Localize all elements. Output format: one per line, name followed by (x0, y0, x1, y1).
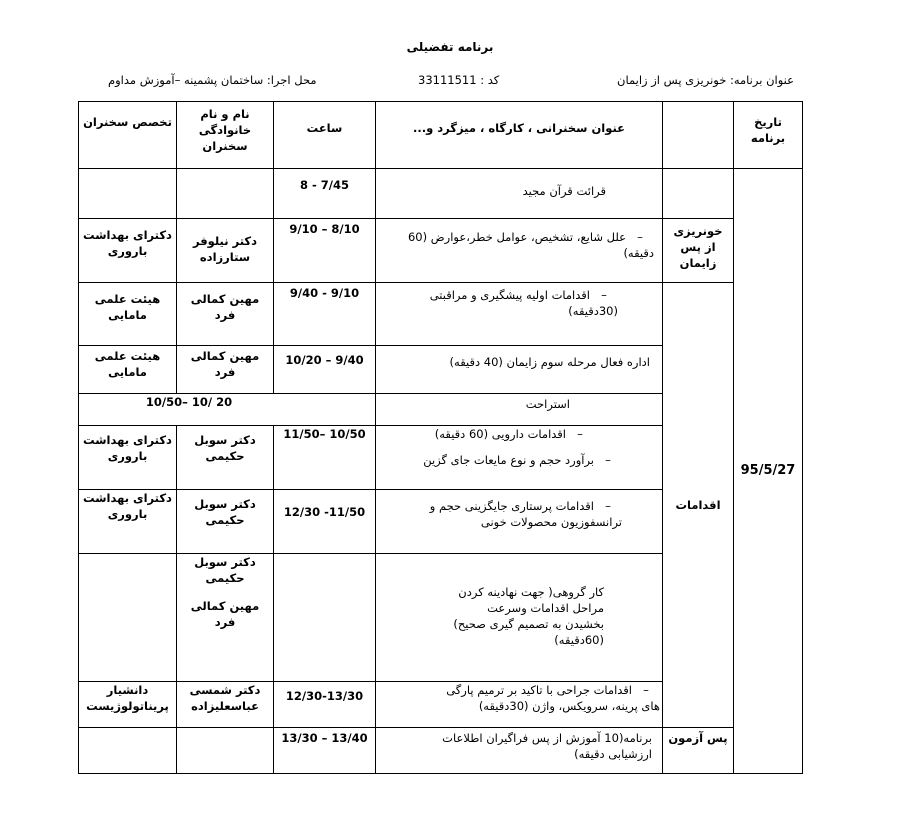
topic-item: –اقدامات اولیه پیشگیری و مراقبتی (30دقیقه) (429, 288, 618, 318)
session-topic (376, 219, 663, 283)
session-topic (376, 554, 663, 682)
session-time: 8 - 7/45 (274, 169, 376, 219)
session-time: 10/20 – 9/40 (274, 346, 376, 394)
topic-text: اداره فعال مرحله سوم زایمان (40 دقیقه) (449, 355, 650, 369)
table-row (79, 728, 803, 774)
session-topic (376, 346, 663, 394)
topic-item: –اقدامات جراحی با تاکید بر ترمیم پارگی های پرینه، سرویکس، واژن (30دقیقه) (446, 683, 660, 713)
speaker-name: دکتر شمسی عباسعلیزاده (177, 682, 274, 728)
speaker-name (177, 169, 274, 219)
topic-text: برنامه(10 آموزش از پس فراگیران اطلاعات ارزشیابی دقیقه) (442, 731, 652, 761)
section-actions: اقدامات (663, 283, 734, 728)
session-time: 13/30 – 13/40 (274, 728, 376, 774)
speaker-specialty (79, 554, 177, 682)
topic-text: قرائت قرآن مجید (522, 184, 606, 198)
session-topic (376, 490, 663, 554)
speaker-specialty: دکترای بهداشت باروری (79, 219, 177, 283)
speaker-name: مهین کمالی فرد (177, 283, 274, 346)
header-row (79, 102, 803, 169)
section-hemorrhage: خونریزی از پس زایمان (663, 219, 734, 283)
header-section (663, 102, 734, 169)
speaker-name: دکتر سوبل حکیمی (194, 555, 256, 585)
session-time: 9/10 – 8/10 (274, 219, 376, 283)
header-topic: عنوان سخنرانی ، کارگاه ، میزگرد و... (376, 102, 663, 169)
speaker-specialty (79, 728, 177, 774)
program-title: عنوان برنامه: خونریزی پس از زایمان (617, 73, 794, 87)
schedule-table (78, 101, 803, 774)
speaker-name: دکتر نیلوفر ستارزاده (177, 219, 274, 283)
speaker-names (177, 554, 274, 682)
speaker-specialty (79, 169, 177, 219)
session-topic (376, 169, 663, 219)
page-title: برنامه تفضیلی (406, 40, 494, 54)
venue: محل اجرا: ساختمان پشمینه –آموزش مداوم (108, 73, 317, 87)
section-posttest: پس آزمون (663, 728, 734, 774)
speaker-specialty: هیئت علمی مامایی (79, 283, 177, 346)
session-topic (376, 682, 663, 728)
topic-item: –علل شایع، تشخیص، عوامل خطر،عوارض (60 دقیقه) (407, 230, 654, 260)
session-time: 12/30-13/30 (274, 682, 376, 728)
program-date: 95/5/27 (734, 169, 803, 774)
speaker-specialty: هیئت علمی مامایی (79, 346, 177, 394)
session-topic (376, 283, 663, 346)
program-code: کد : 33111511 (418, 73, 500, 87)
topic-item: –برآورد حجم و نوع مایعات جای گزین (423, 453, 611, 467)
topic-text: استراحت (525, 397, 570, 411)
topic-text: کار گروهی( جهت نهادینه کردن مراحل اقدامات وسرعت بخشیدن به تصمیم گیری صحیح)(60دقیقه) (453, 585, 604, 647)
header-time: ساعت (274, 102, 376, 169)
speaker-specialty: دکترای بهداشت باروری (79, 426, 177, 490)
topic-item: –اقدامات پرستاری جایگزینی حجم و ترانسفوزیون محصولات خونی (429, 499, 622, 529)
speaker-name: دکتر سوبل حکیمی (177, 426, 274, 490)
break-time: 10/50– 10/ 20 (79, 394, 376, 426)
speaker-name: دکتر سوبل حکیمی (177, 490, 274, 554)
header-specialty: تخصص سخنران (79, 102, 177, 169)
table-row (79, 219, 803, 283)
speaker-specialty: دکترای بهداشت باروری (79, 490, 177, 554)
break-topic (376, 394, 663, 426)
header-date: تاریخ برنامه (734, 102, 803, 169)
speaker-name: مهین کمالی فرد (190, 599, 260, 629)
session-topic (376, 426, 663, 490)
table-row (79, 169, 803, 219)
speaker-name: مهین کمالی فرد (177, 346, 274, 394)
section-empty-cell (663, 169, 734, 219)
speaker-specialty: دانشیار پریناتولوژیست (79, 682, 177, 728)
header-name: نام و نام خانوادگی سخنران (177, 102, 274, 169)
session-time: 12/30 -11/50 (274, 490, 376, 554)
session-time: 11/50– 10/50 (274, 426, 376, 490)
topic-item: –اقدامات دارویی (60 دقیقه) (434, 427, 583, 441)
session-topic (376, 728, 663, 774)
session-time: 9/40 - 9/10 (274, 283, 376, 346)
session-time (274, 554, 376, 682)
speaker-name (177, 728, 274, 774)
table-row (79, 283, 803, 346)
